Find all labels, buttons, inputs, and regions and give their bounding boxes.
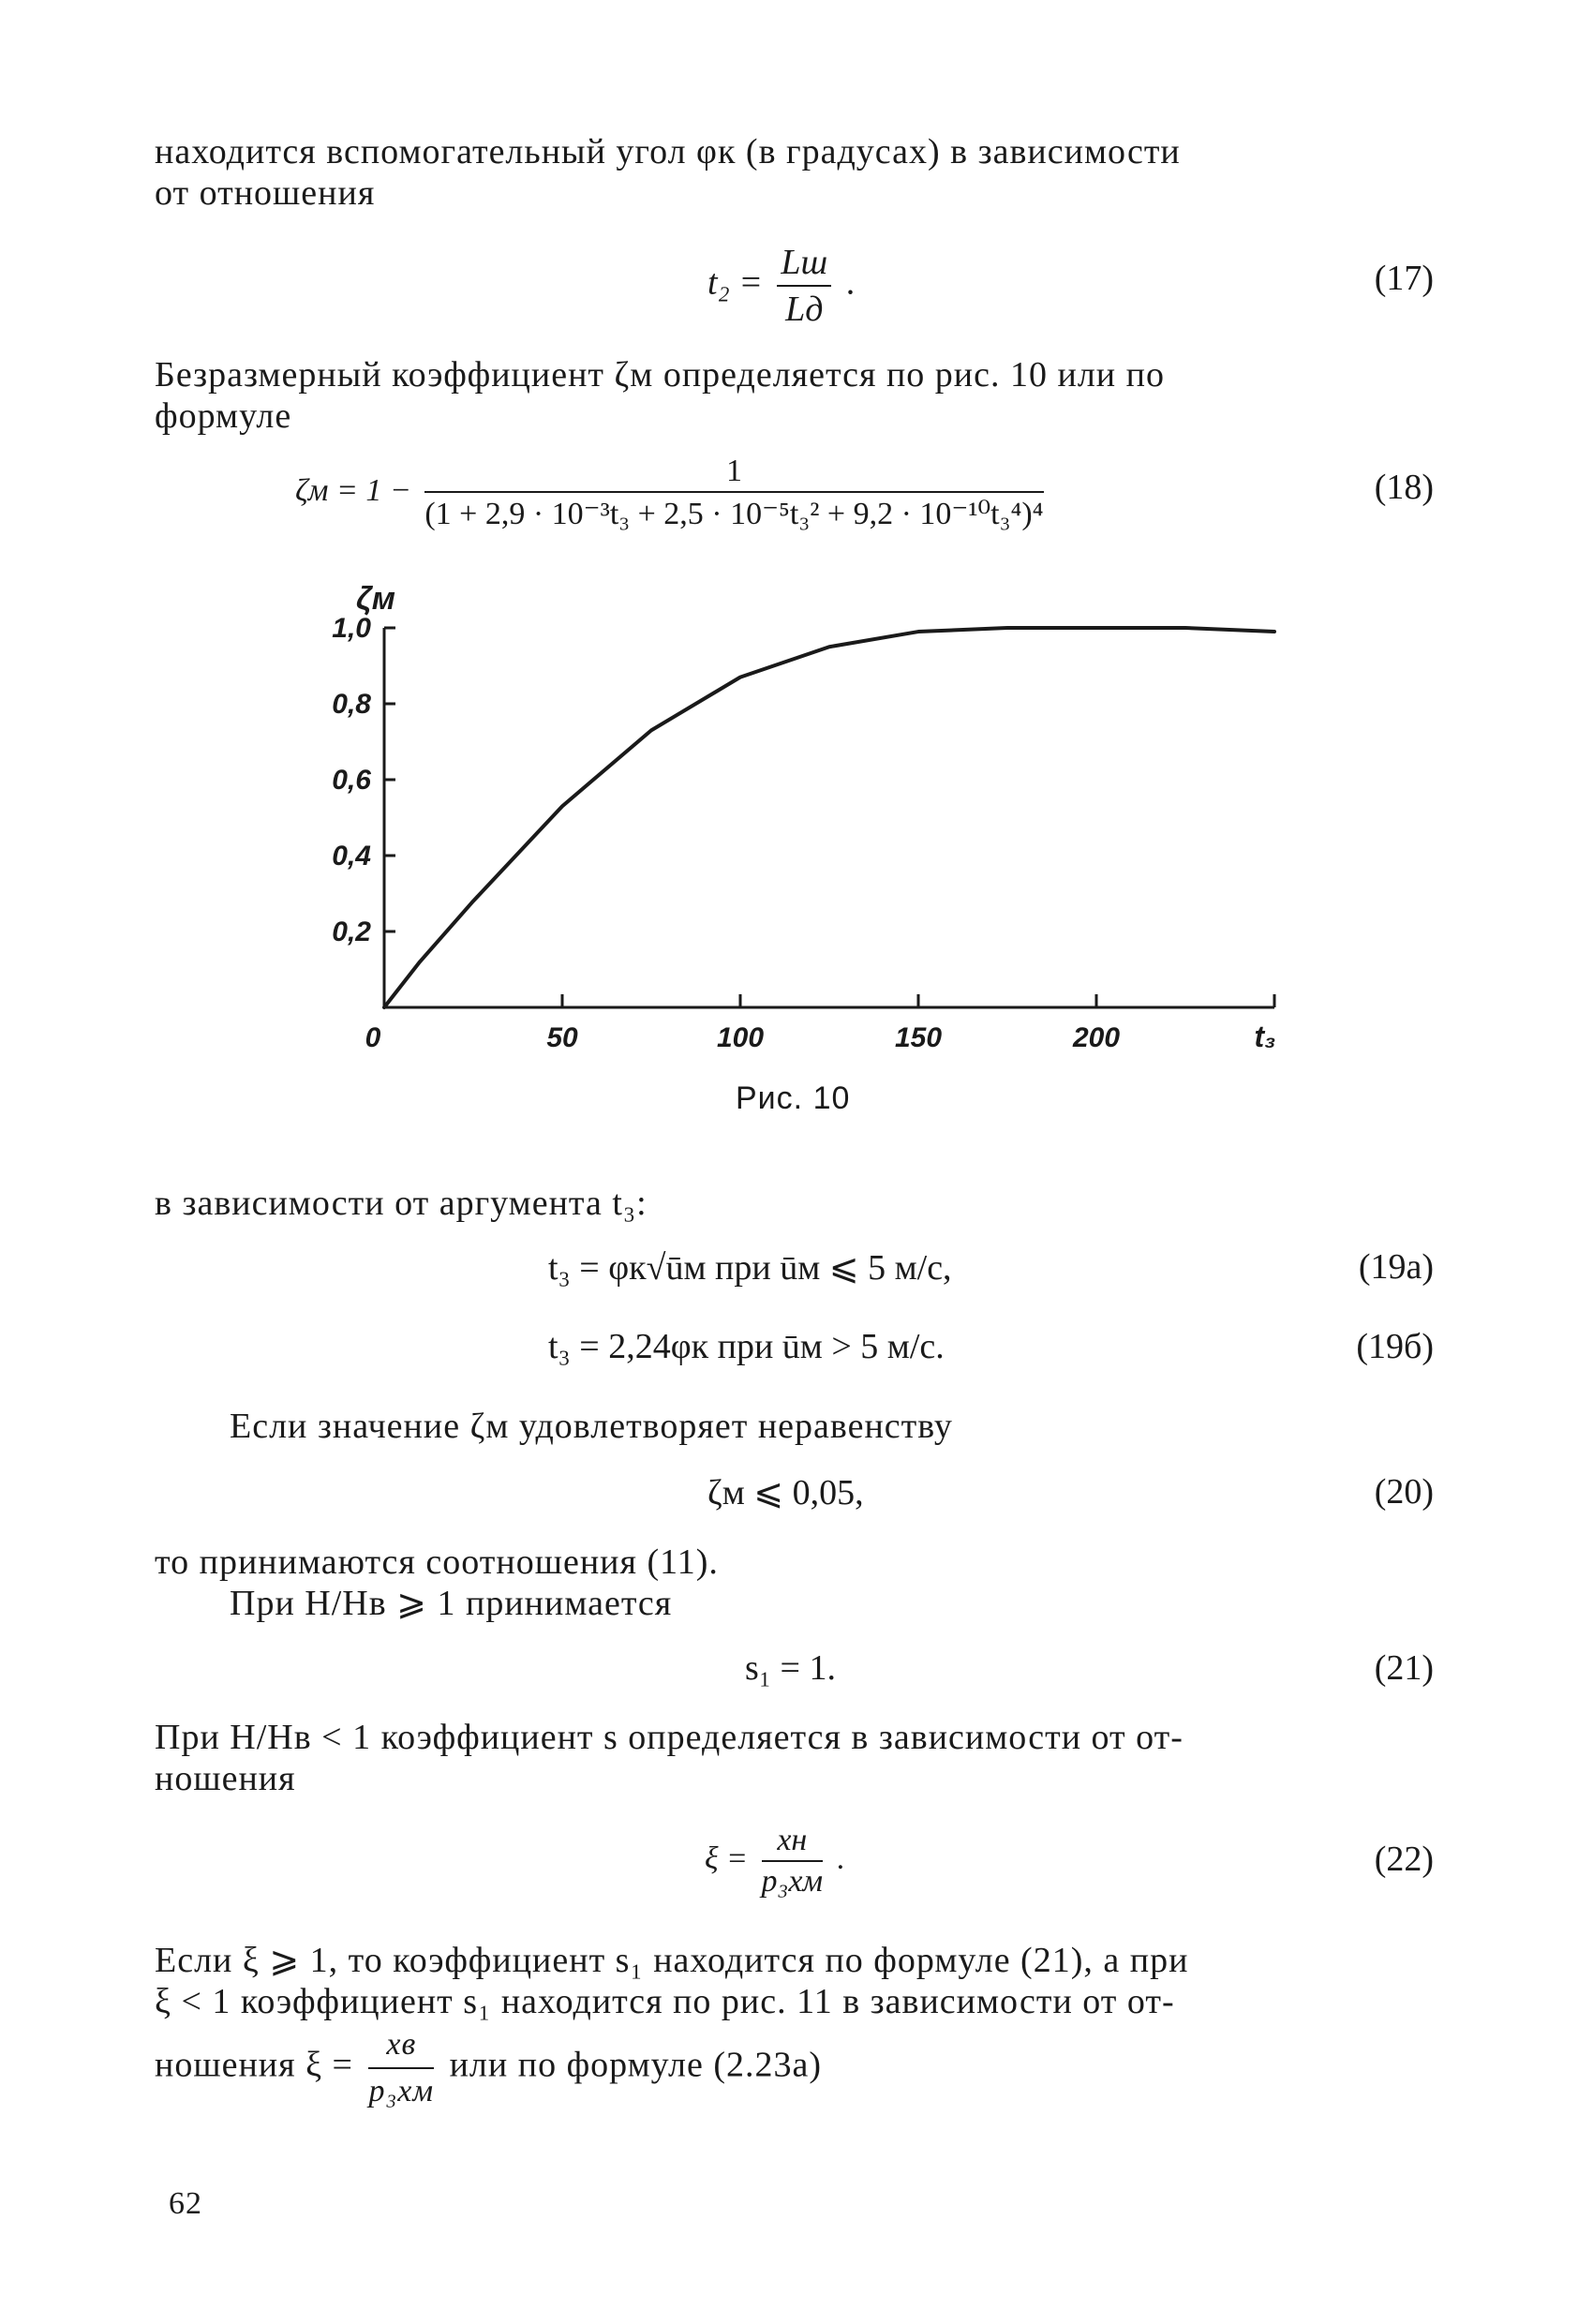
- equation-19b: t₃ = 2,24φк при ūм > 5 м/с.: [548, 1327, 945, 1366]
- eq17-fraction: [777, 242, 831, 330]
- paragraph-7-line-1: При H/Hв < 1 коэффициент s определяется в зависимости от от-: [155, 1718, 1184, 1757]
- paragraph-2-line-1: Безразмерный коэффициент ζм определяется по рис. 10 или по: [155, 355, 1165, 395]
- eq22-denominator: p₃xм: [761, 1864, 824, 1899]
- paragraph-1-line-1: находится вспомогательный угол φк (в градусах) в зависимости: [155, 132, 1181, 171]
- equation-19a: t₃ = φк√ūм при ūм ⩽ 5 м/с,: [548, 1248, 952, 1288]
- paragraph-8-line-2: ξ < 1 коэффициент s₁ находится по рис. 11 в зависимости от от-: [155, 1982, 1175, 2021]
- y-axis-label: ζм: [356, 581, 395, 617]
- series-line: [384, 628, 1274, 1007]
- paragraph-1-line-2: от отношения: [155, 173, 376, 213]
- y-tick-label: 0,4: [332, 841, 371, 872]
- y-tick-label: 0,6: [332, 765, 371, 796]
- eq17-tail: .: [845, 262, 856, 303]
- paragraph-7-line-2: ношения: [155, 1759, 296, 1798]
- equation-21-number: (21): [1374, 1648, 1434, 1688]
- paragraph-8-numerator: xв: [368, 2024, 434, 2069]
- x-tick-label: 150: [894, 1022, 943, 1053]
- paragraph-4: Если значение ζм удовлетворяет неравенству: [230, 1407, 953, 1446]
- figure-10-chart: [309, 576, 1293, 1064]
- paragraph-5: то принимаются соотношения (11).: [155, 1542, 719, 1582]
- equation-21: s₁ = 1.: [745, 1648, 836, 1688]
- equation-17-number: (17): [1374, 259, 1434, 298]
- paragraph-8-line-1: Если ξ ⩾ 1, то коэффициент s₁ находится по формуле (21), а при: [155, 1941, 1189, 1980]
- paragraph-8-denominator: p₃xм: [368, 2074, 435, 2108]
- eq17-denominator: Lд: [785, 290, 824, 329]
- equation-17: [707, 242, 855, 330]
- eq22-fraction: [762, 1823, 824, 1899]
- paragraph-3: в зависимости от аргумента t₃:: [155, 1184, 648, 1223]
- equation-22: [705, 1823, 844, 1899]
- x-tick-label: 200: [1072, 1022, 1121, 1053]
- page-number: 62: [169, 2186, 202, 2221]
- y-tick-label: 0,8: [332, 689, 371, 720]
- y-tick-label: 1,0: [332, 613, 371, 644]
- paragraph-8-line-3-pre: ношения ξ =: [155, 2045, 353, 2085]
- x-tick-label: 50: [546, 1022, 578, 1053]
- equation-22-number: (22): [1374, 1840, 1434, 1879]
- equation-19a-number: (19a): [1358, 1247, 1434, 1287]
- x-tick-label: 0: [365, 1022, 381, 1053]
- y-tick-label: 0,2: [332, 916, 371, 947]
- eq17-numerator: Lш: [777, 242, 831, 287]
- eq18-lhs: ζм = 1 −: [295, 472, 411, 508]
- equation-20: ζм ⩽ 0,05,: [707, 1473, 864, 1512]
- eq22-tail: .: [836, 1840, 845, 1876]
- equation-18-number: (18): [1374, 468, 1434, 507]
- eq17-lhs: t₂ =: [707, 262, 763, 303]
- equation-18: [295, 454, 1050, 532]
- figure-caption: Рис. 10: [736, 1080, 851, 1116]
- paragraph-8-fraction: [368, 2024, 434, 2112]
- equation-19b-number: (19б): [1356, 1327, 1434, 1366]
- eq18-fraction: [424, 454, 1043, 532]
- eq22-lhs: ξ =: [705, 1840, 749, 1876]
- paragraph-8-line-3-post: или по формуле (2.23а): [449, 2045, 822, 2085]
- eq18-numerator: 1: [424, 454, 1043, 493]
- x-tick-label: 100: [716, 1022, 765, 1053]
- paragraph-6: При H/Hв ⩾ 1 принимается: [230, 1584, 673, 1623]
- eq18-denominator: (1 + 2,9 · 10⁻³t₃ + 2,5 · 10⁻⁵t₃² + 9,2 · 10⁻¹⁰t₃⁴)⁴: [424, 497, 1044, 531]
- paragraph-8-line-3: [155, 2024, 822, 2112]
- eq22-numerator: xн: [762, 1823, 824, 1862]
- paragraph-2-line-2: формуле: [155, 396, 292, 436]
- x-axis-label: t₃: [1254, 1020, 1276, 1053]
- equation-20-number: (20): [1374, 1472, 1434, 1512]
